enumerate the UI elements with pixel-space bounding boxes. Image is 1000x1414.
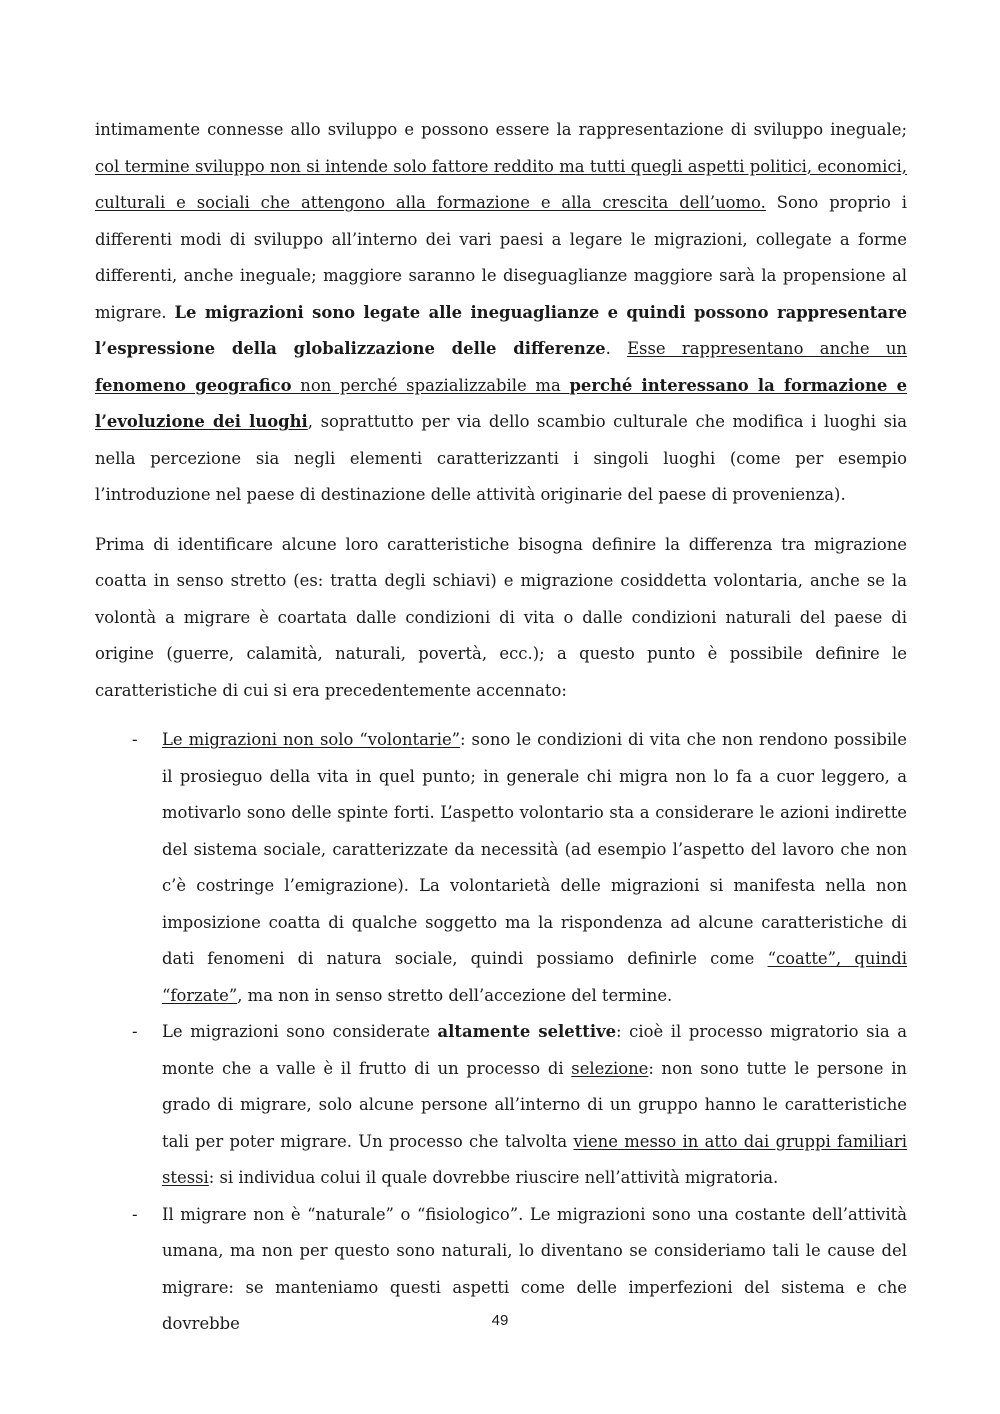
paragraph-1 [95,112,907,514]
list-item [95,1014,907,1197]
text-span: : si individua colui il quale dovrebbe riuscire nell’attività migratoria. [208,1168,779,1187]
text-span: : cioè il processo migratorio sia a monte che a valle è il frutto di un processo di [162,1022,907,1078]
list-bullet: - [132,730,138,749]
list-item [95,722,907,1014]
text-span: Prima di identificare alcune loro caratteristiche bisogna definire la differenza tra migrazione coatta in senso stretto (es: tratta degli schiavi) e migrazione cosiddetta volontaria, anche se la volontà a migrare è coartata dalle condizioni di vita o dalle condizioni naturali del paese di origine (guerre, calamità, naturali, povertà, ecc.); a questo punto è possibile definire le caratteristiche di cui si era precedentemente accennato: [95,534,907,700]
underlined-text: Le migrazioni non solo “volontarie” [162,730,461,749]
text-span: , ma non in senso stretto dell’accezione del termine. [237,985,673,1005]
bold-text: Le migrazioni sono legate alle ineguaglianze e quindi possono rappresentare l’espressione della globalizzazione delle differenze [95,302,908,358]
text-span: Sono proprio i differenti modi di sviluppo all’interno dei vari paesi a legare le migrazioni, collegate a forme differenti, anche ineguale; maggiore saranno le diseguaglianze maggiore sarà la propensione al migrare. [95,193,907,322]
underlined-text: spazializzabile ma [406,375,570,395]
underlined-text: “coatte”, quindi “forzate” [162,949,907,1005]
text-span: Le migrazioni sono considerate [162,1022,438,1041]
underlined-text: viene messo in atto dai gruppi familiari stessi [162,1131,907,1187]
list-bullet: - [132,1022,138,1041]
bold-underlined-text: fenomeno geografico [95,375,292,395]
paragraph-2 [95,527,907,710]
underlined-text: non perché [291,375,407,395]
document-page [95,112,907,1343]
underlined-text: col termine sviluppo non si intende solo fattore reddito ma tutti quegli aspetti politici, economici, culturali e sociali che attengono alla formazione e alla crescita dell’uomo. [95,156,907,212]
text-span: Il migrare non è “naturale” o “fisiologico”. Le migrazioni sono una costante dell’attività umana, ma non per questo sono naturali, lo diventano se consideriamo tali le cause del migrare: se manteniamo questi aspetti come delle imperfezioni del sistema e che dovrebbe [162,1204,907,1333]
bold-text: altamente selettive [437,1022,617,1041]
characteristics-list [95,722,907,1343]
underlined-text: selezione [571,1058,649,1078]
text-span: : sono le condizioni di vita che non rendono possibile il prosieguo della vita in quel punto; in generale chi migra non lo fa a cuor leggero, a motivarlo sono delle spinte forti. L’aspetto volontario sta a considerare le azioni indirette del sistema sociale, caratterizzate da necessità (ad esempio l’aspetto del lavoro che non c’è costringe l’emigrazione). La volontarietà delle migrazioni si manifesta nella non imposizione coatta di qualche soggetto ma la rispondenza ad alcune caratteristiche di dati fenomeni di natura sociale, quindi possiamo definirle come [162,730,907,968]
page-number: 49 [491,1312,509,1329]
bold-underlined-text: perché interessano la formazione e l’evoluzione dei luoghi [95,375,907,431]
text-span: , soprattutto per via dello scambio culturale che modifica i luoghi sia nella percezione sia negli elementi caratterizzanti i singoli luoghi (come per esempio l’introduzione nel paese di destinazione delle attività originarie del paese di provenienza). [95,412,907,504]
text-span: . [605,339,628,358]
list-bullet: - [132,1204,138,1224]
text-span: intimamente connesse allo sviluppo e possono essere la rappresentazione di sviluppo ineguale; [95,120,907,139]
text-span: : non sono tutte le persone in grado di migrare, solo alcune persone all’interno di un gruppo hanno le caratteristiche tali per poter migrare. Un processo che talvolta [162,1058,907,1151]
underlined-text: Esse rappresentano anche un [627,339,907,358]
